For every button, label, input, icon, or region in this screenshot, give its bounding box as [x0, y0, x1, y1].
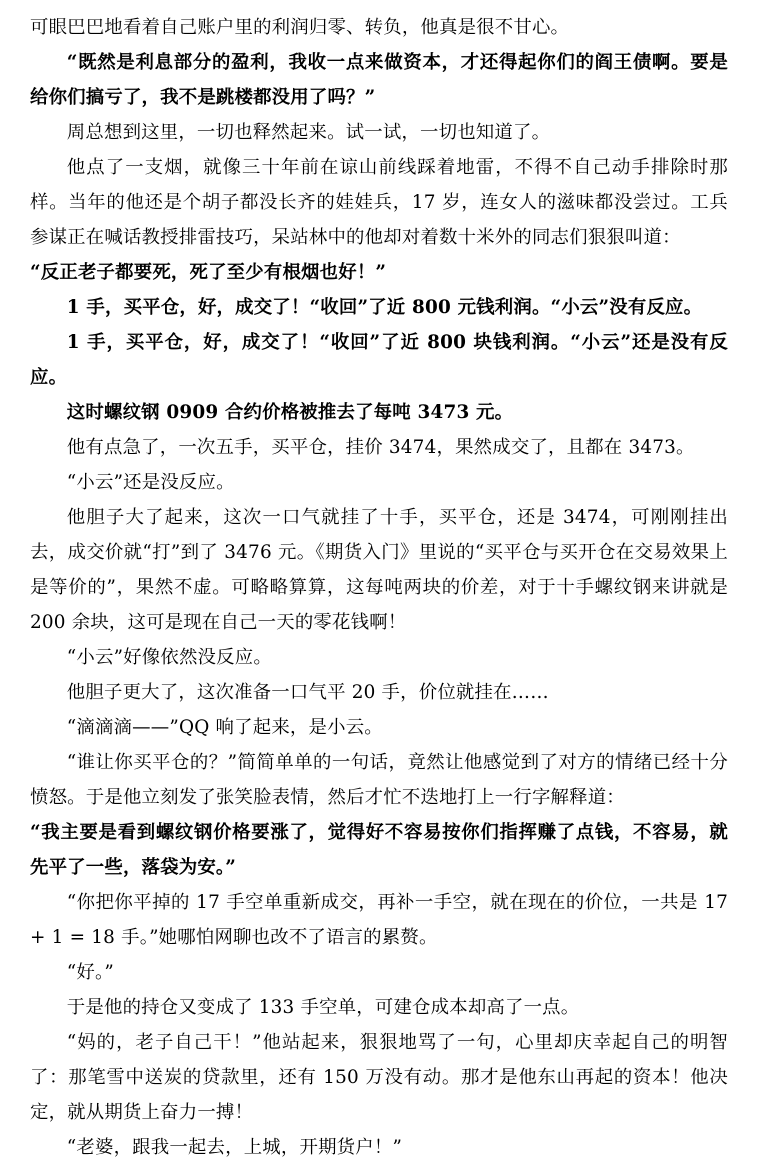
paragraph: “谁让你买平仓的？”简简单单的一句话，竟然让他感觉到了对方的情绪已经十分愤怒。于是他立刻发了张笑脸表情，然后才忙不迭地打上一行字解释道： — [30, 752, 728, 808]
paragraph: “反正老子都要死，死了至少有根烟也好！” — [30, 262, 387, 283]
paragraph: “老婆，跟我一起去，上城，开期货户！” — [66, 1137, 403, 1158]
paragraph: 他胆子更大了，这次准备一口气平 20 手，价位就挂在…… — [66, 682, 549, 703]
paragraph: “妈的，老子自己干！”他站起来，狠狠地骂了一句，心里却庆幸起自己的明智了：那笔雪中送炭的贷款里，还有 150 万没有动。那才是他东山再起的资本！他决定，就从期货上奋力一搏！ — [30, 1032, 728, 1123]
paragraph: 1 手，买平仓，好，成交了！“收回”了近 800 块钱利润。“小云”还是没有反应。 — [30, 332, 728, 388]
paragraph: “小云”还是没反应。 — [66, 472, 235, 493]
paragraph: 1 手，买平仓，好，成交了！“收回”了近 800 元钱利润。“小云”没有反应。 — [66, 297, 703, 318]
paragraph: 于是他的持仓又变成了 133 手空单，可建仓成本却高了一点。 — [66, 997, 580, 1018]
paragraph: 这时螺纹钢 0909 合约价格被推去了每吨 3473 元。 — [66, 402, 514, 423]
paragraph: “滴滴滴——”QQ 响了起来，是小云。 — [66, 717, 383, 738]
paragraph: “我主要是看到螺纹钢价格要涨了，觉得好不容易按你们指挥赚了点钱，不容易，就先平了一些，落袋为安。” — [30, 822, 728, 878]
paragraph: “小云”好像依然没反应。 — [66, 647, 272, 668]
paragraph: 他有点急了，一次五手，买平仓，挂价 3474，果然成交了，且都在 3473。 — [66, 437, 695, 458]
paragraph: 他胆子大了起来，这次一口气就挂了十手，买平仓，还是 3474，可刚刚挂出去，成交价就“打”到了 3476 元。《期货入门》里说的“买平仓与买开仓在交易效果上是等价的”，果然不虚。可略略算算，这每吨两块的价差，对于十手螺纹钢来讲就是 200 余块，这可是现在自己一天的零花钱啊！ — [30, 507, 728, 633]
paragraph: 周总想到这里，一切也释然起来。试一试，一切也知道了。 — [66, 122, 551, 143]
paragraph: 他点了一支烟，就像三十年前在谅山前线踩着地雷，不得不自己动手排除时那样。当年的他还是个胡子都没长齐的娃娃兵，17 岁，连女人的滋味都没尝过。工兵参谋正在喊话教授排雷技巧，呆站林中的他却对着数十米外的同志们狠狠叫道： — [30, 157, 728, 248]
paragraph: “好。” — [66, 962, 114, 983]
page-body-text — [30, 10, 728, 1165]
paragraph: 可眼巴巴地看着自己账户里的利润归零、转负，他真是很不甘心。 — [30, 17, 570, 38]
paragraph: “既然是利息部分的盈利，我收一点来做资本，才还得起你们的阎王债啊。要是给你们搞亏了，我不是跳楼都没用了吗？” — [30, 52, 728, 108]
paragraph: “你把你平掉的 17 手空单重新成交，再补一手空，就在现在的价位，一共是 17 + 1 = 18 手。”她哪怕网聊也改不了语言的累赘。 — [30, 892, 728, 948]
